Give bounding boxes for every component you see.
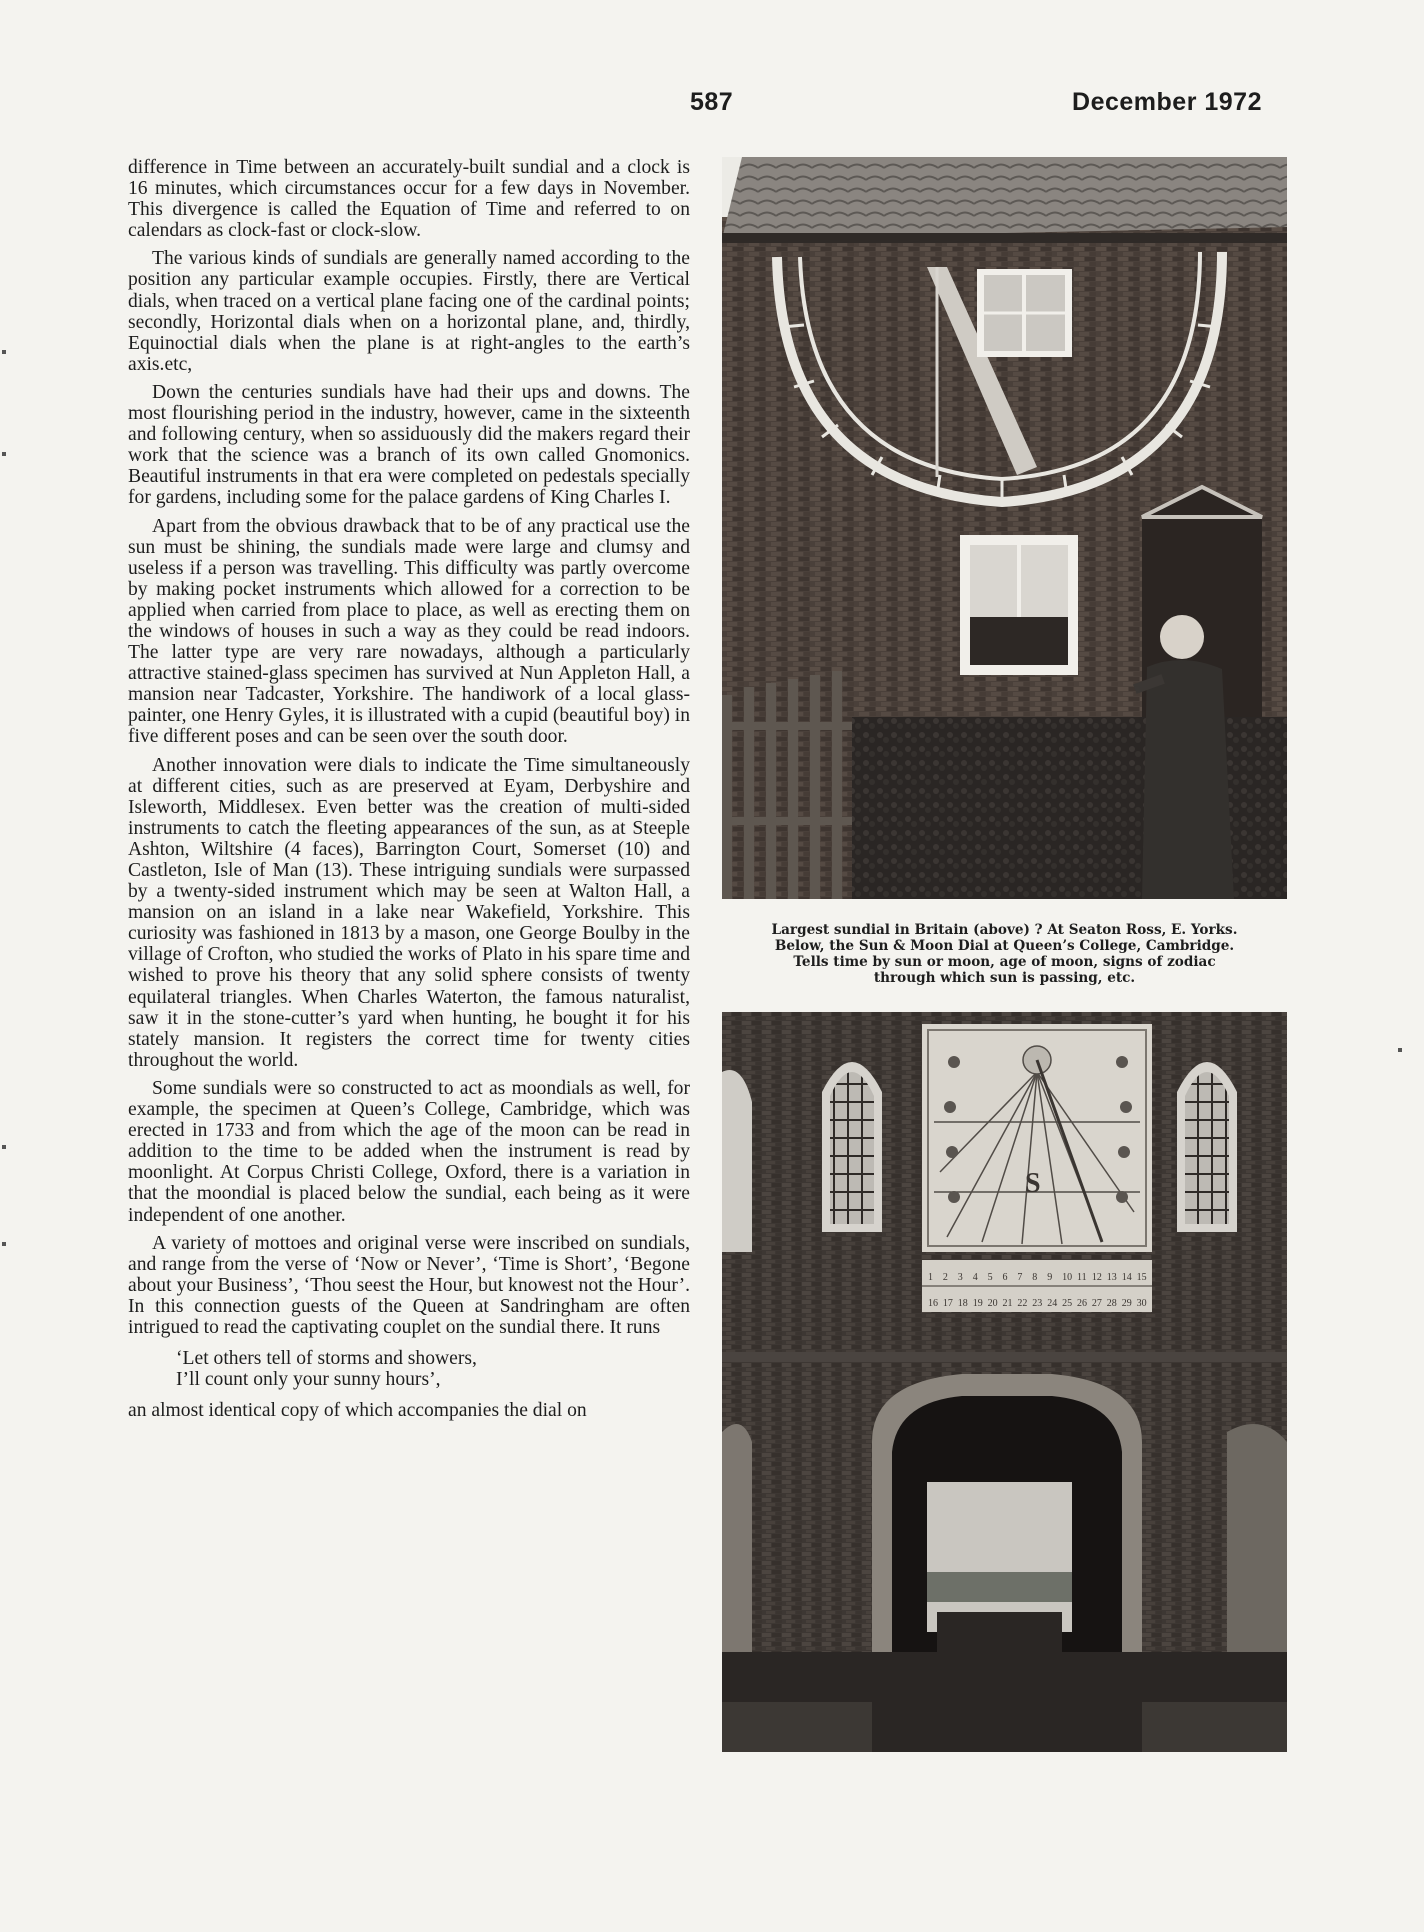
moon-age-number: 4 (972, 1272, 978, 1283)
moon-age-number: 23 (1032, 1298, 1043, 1309)
moon-age-number: 6 (1002, 1272, 1008, 1283)
moon-age-number: 8 (1032, 1272, 1038, 1283)
moon-age-number: 19 (972, 1298, 983, 1309)
photo-queens-college-dial (722, 1012, 1287, 1752)
moon-age-number: 22 (1017, 1298, 1028, 1309)
verse-line: I’ll count only your sunny hours’, (176, 1369, 441, 1391)
scan-mark (2, 1145, 6, 1149)
paragraph: Apart from the obvious drawback that to be of any practical use the sun must be shining, the sundials made were large and clumsy and useless if a person was travelling. This difficulty was partly overcome by making pocket instruments which allowed for a correction to be applied when carried from place to place, as well as erecting them on the windows of houses in such a way as they could be read indoors. The latter type are very rare nowadays, although a particularly attractive stained-glass specimen has survived at Nun Appleton Hall, a mansion near Tadcaster, Yorkshire. The handiwork of a local glass-painter, one Henry Gyles, it is illustrated with a cupid (beautiful boy) in five different poses and can be seen over the south door. (128, 515, 690, 748)
article-text-column (128, 157, 690, 1421)
moon-age-number: 28 (1106, 1298, 1117, 1309)
moon-age-number: 24 (1047, 1298, 1058, 1309)
paragraph: Another innovation were dials to indicate the Time simultaneously at different cities, such as are preserved at Eyam, Derbyshire and Isleworth, Middlesex. Even better was the creation of multi-sided instruments to catch the fleeting appearances of the sun, as at Steeple Ashton, Wiltshire (4 faces), Barrington Court, Somerset (10) and Castleton, Isle of Man (13). These intriguing sundials were surpassed by a twenty-sided instrument which may be seen at Walton Hall, a mansion on an island in a lake near Wakefield, Yorkshire. This curiosity was fashioned in 1813 by a mason, one George Boulby in the village of Crofton, who studied the works of Plato in his spare time and wished to prove his theory that any solid sphere consists of twenty equilateral triangles. When Charles Waterton, the famous naturalist, saw it in the stone-cutter’s yard when hunting, he bought it for his stately mansion. It registers the correct time for twenty cities throughout the world. (128, 754, 690, 1071)
moon-age-number: 10 (1062, 1272, 1073, 1283)
moon-age-number: 9 (1047, 1272, 1053, 1283)
paragraph: difference in Time between an accurately-built sundial and a clock is 16 minutes, which circumstances occur for a few days in November. This divergence is called the Equation of Time and referred to on calendars as clock-fast or clock-slow. (128, 157, 690, 242)
scan-mark (1398, 1048, 1402, 1052)
verse-line: ‘Let others tell of storms and showers, (176, 1348, 477, 1370)
moon-age-number: 11 (1077, 1272, 1087, 1283)
moon-age-number: 27 (1091, 1298, 1102, 1309)
moon-age-number: 12 (1091, 1272, 1102, 1283)
moon-age-number: 13 (1106, 1272, 1117, 1283)
caption-line: through which sun is passing, etc. (873, 970, 1136, 986)
moon-age-number: 16 (928, 1298, 938, 1309)
photo-caption (722, 922, 1287, 986)
paragraph: Down the centuries sundials have had their ups and downs. The most flourishing period in the industry, however, came in the sixteenth and following century, when so assiduously did the makers regard their work that the science was a branch of its own called Gnomonics. Beautiful instruments in that era were completed on pedestals specially for gardens, including some for the palace gardens of King Charles I. (128, 381, 690, 509)
moon-age-number: 29 (1121, 1298, 1132, 1309)
moon-age-number: 2 (942, 1272, 948, 1283)
moon-age-number: 30 (1136, 1298, 1147, 1309)
moon-age-number: 15 (1136, 1272, 1147, 1283)
moon-table-row (928, 1298, 1147, 1309)
caption-line: Tells time by sun or moon, age of moon, signs of zodiac (793, 954, 1216, 970)
photo-seaton-ross-sundial (722, 157, 1287, 899)
dial-symbol: S (1025, 1168, 1041, 1199)
paragraph: Some sundials were so constructed to act as moondials as well, for example, the specimen at Queen’s College, Cambridge, which was erected in 1733 and from which the age of the moon can be read in addition to the time to be added when the instrument is read by moonlight. At Corpus Christi College, Oxford, there is a variation in that the moondial is placed below the sundial, each being as it were independent of one another. (128, 1077, 690, 1226)
caption-line: Below, the Sun & Moon Dial at Queen’s College, Cambridge. (774, 938, 1235, 954)
moon-age-number: 26 (1077, 1298, 1087, 1309)
paragraph: A variety of mottoes and original verse were inscribed on sundials, and range from the verse of ‘Now or Never’, ‘Time is Short’, ‘Begone about your Business’, ‘Thou seest the Hour, but knowest not the Hour’. In this connection guests of the Queen at Sandringham are often intrigued to read the captivating couplet on the sundial there. It runs (128, 1232, 690, 1338)
moon-age-number: 1 (928, 1272, 933, 1283)
scan-mark (2, 1242, 6, 1246)
couplet-verse (176, 1348, 690, 1390)
moon-age-number: 17 (942, 1298, 953, 1309)
college-dial-illustration (722, 1012, 1287, 1752)
moon-age-number: 21 (1002, 1298, 1013, 1309)
scan-mark (2, 452, 6, 456)
moon-age-number: 14 (1121, 1272, 1132, 1283)
page-number: 587 (690, 88, 734, 116)
moon-age-number: 7 (1017, 1272, 1023, 1283)
closing-line: an almost identical copy of which accompanies the dial on (128, 1400, 587, 1422)
issue-date: December 1972 (1072, 88, 1262, 116)
moon-age-number: 20 (987, 1298, 998, 1309)
cottage-sundial-illustration (722, 157, 1287, 899)
scan-mark (2, 350, 6, 354)
moon-age-number: 18 (957, 1298, 968, 1309)
moon-age-number: 25 (1062, 1298, 1073, 1309)
moon-age-number: 5 (987, 1272, 993, 1283)
caption-line: Largest sundial in Britain (above) ? At Seaton Ross, E. Yorks. (771, 922, 1238, 938)
paragraph: The various kinds of sundials are generally named according to the position any particular example occupies. Firstly, there are Vertical dials, when traced on a vertical plane facing one of the cardinal points; secondly, Horizontal dials when on a horizontal plane, and, thirdly, Equinoctial dials when the plane is at right-angles to the earth’s axis.etc, (128, 248, 690, 375)
moon-age-number: 3 (957, 1272, 963, 1283)
moon-table-row (928, 1272, 1147, 1283)
